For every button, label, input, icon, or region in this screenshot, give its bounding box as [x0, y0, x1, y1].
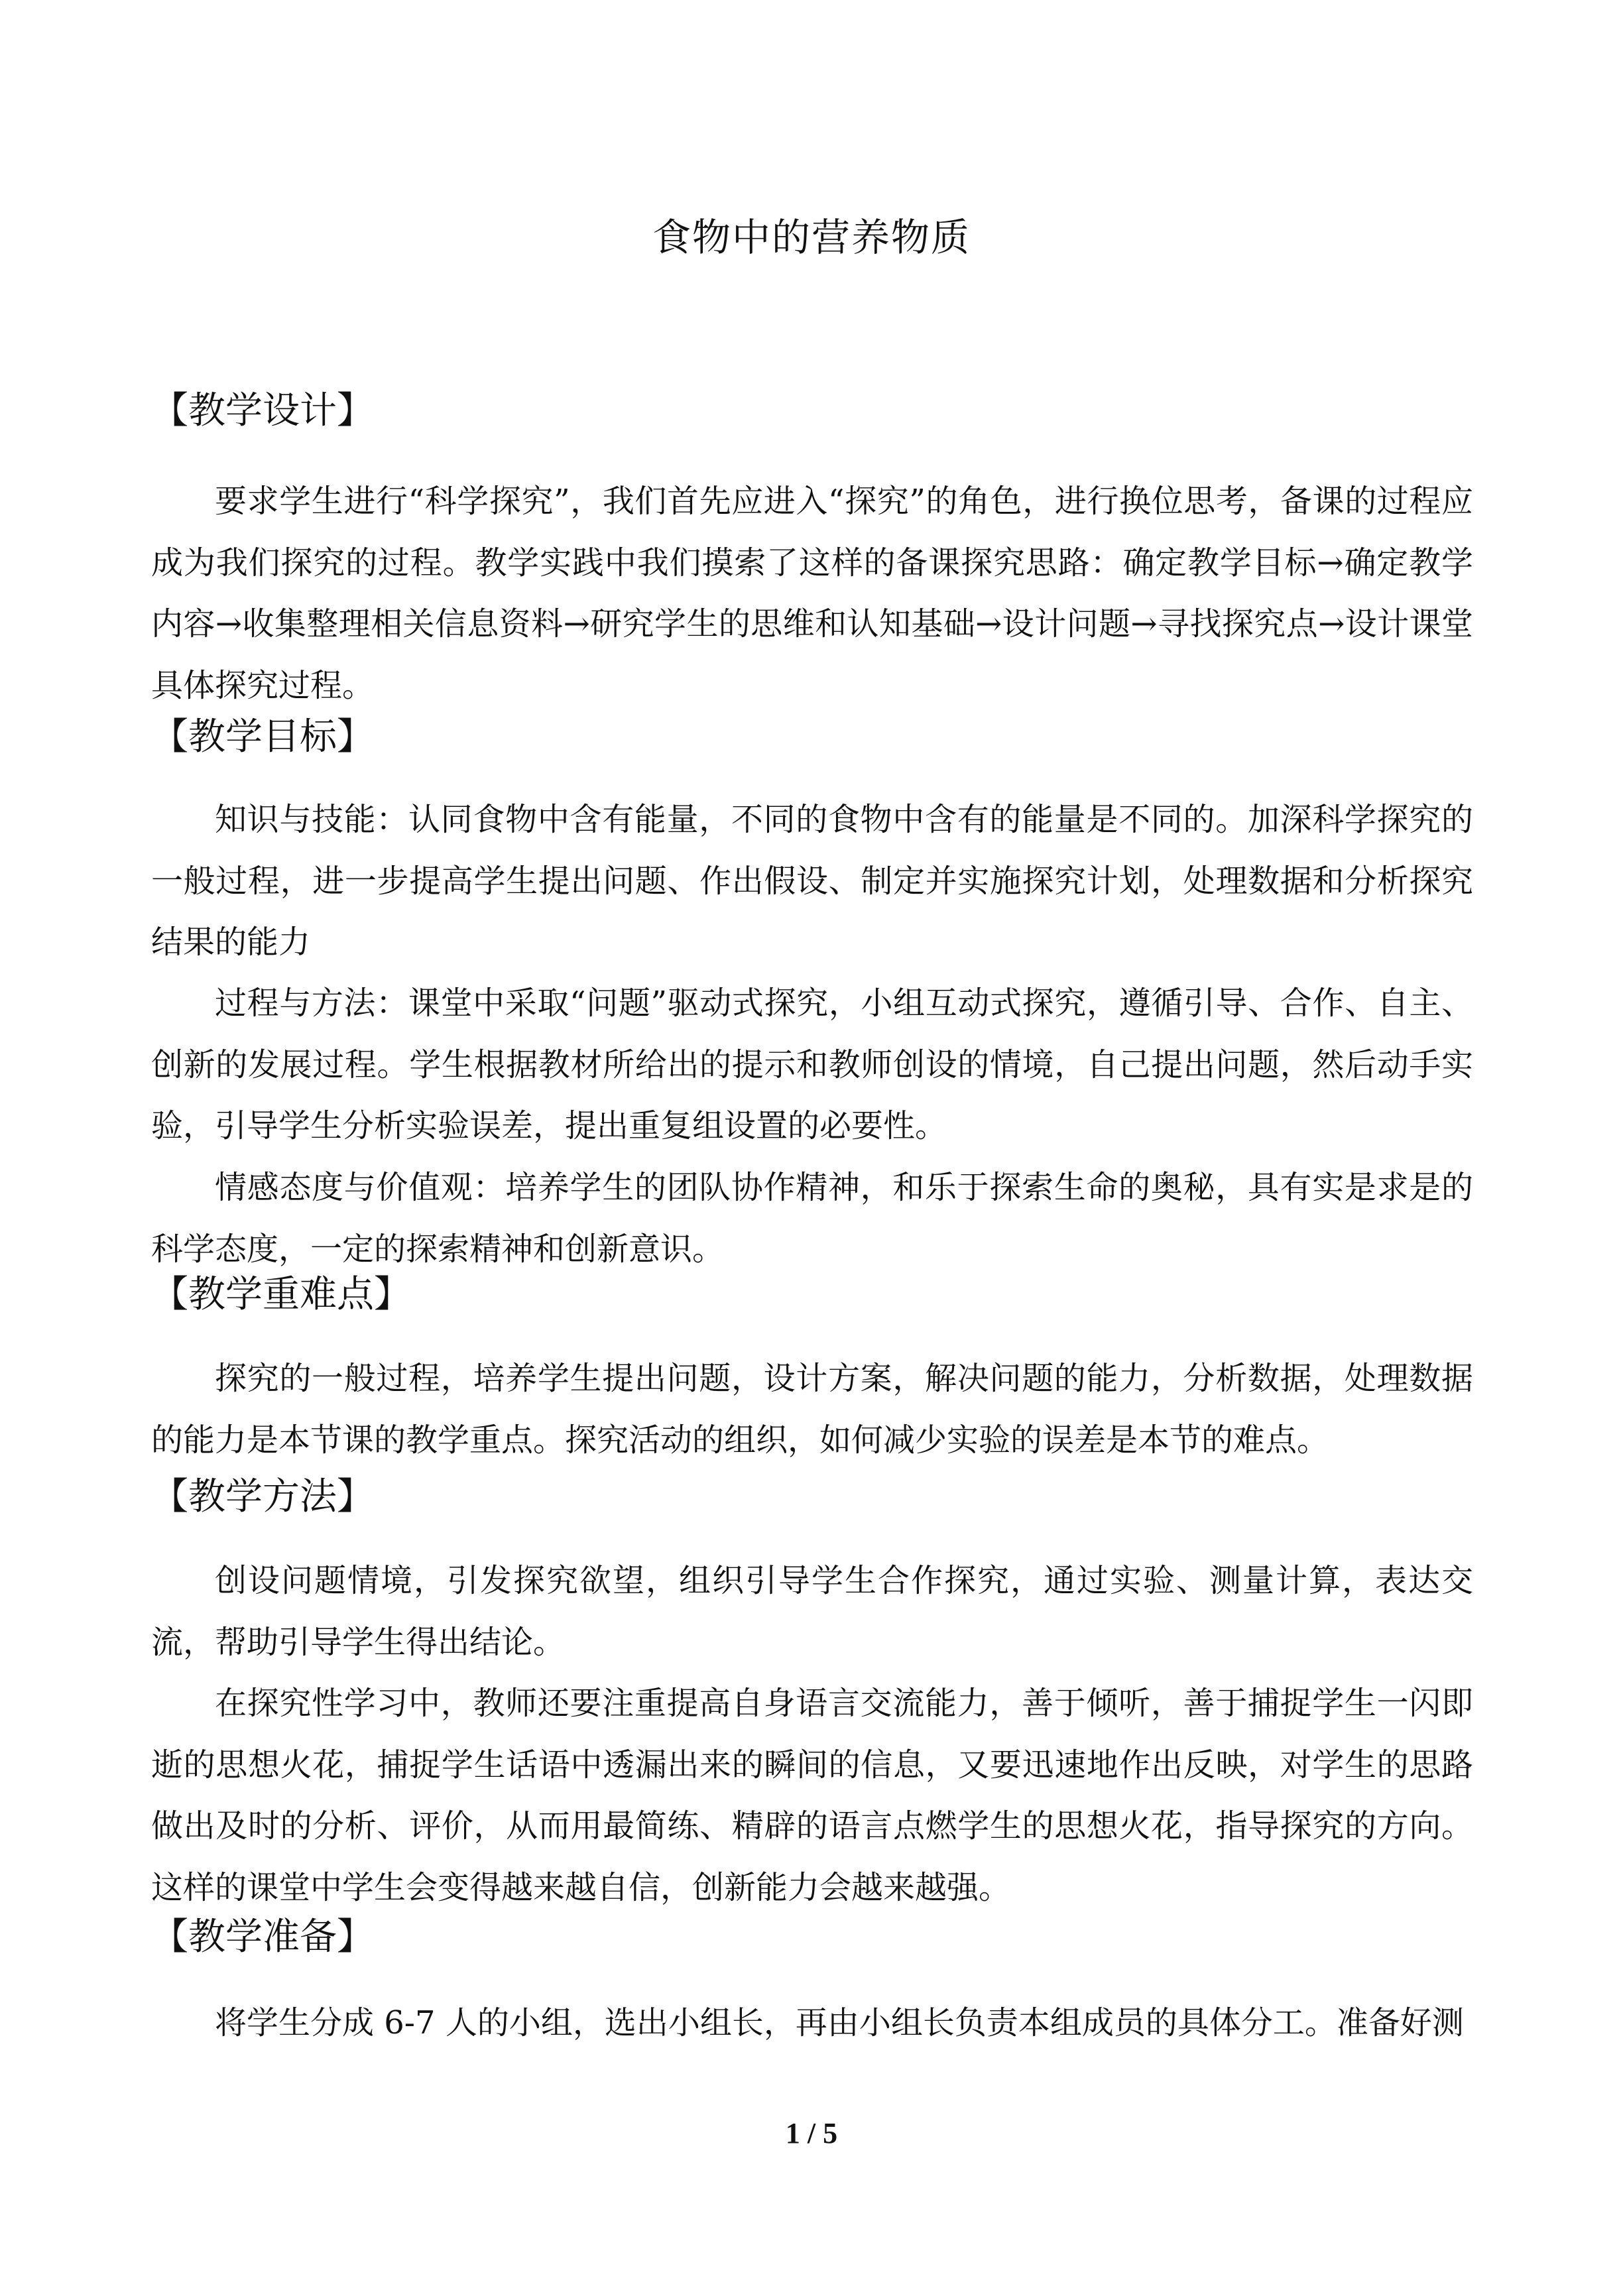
paragraph: 知识与技能：认同食物中含有能量，不同的食物中含有的能量是不同的。加深科学探究的一般过程，进一步提高学生提出问题、作出假设、制定并实施探究计划，处理数据和分析探究结果的能力	[151, 801, 1473, 961]
document-title: 食物中的营养物质	[652, 215, 971, 260]
paragraph: 将学生分成 6-7 人的小组，选出小组长，再由小组长负责本组成员的具体分工。准备好测	[215, 2004, 1464, 2041]
paragraph: 探究的一般过程，培养学生提出问题，设计方案，解决问题的能力，分析数据，处理数据的能力是本节课的教学重点。探究活动的组织，如何减少实验的误差是本节的难点。	[151, 1360, 1473, 1459]
paragraph: 要求学生进行“科学探究”，我们首先应进入“探究”的角色，进行换位思考，备课的过程应成为我们探究的过程。教学实践中我们摸索了这样的备课探究思路：确定教学目标→确定教学内容→收集整理相关信息资料→研究学生的思维和认知基础→设计问题→寻找探究点→设计课堂具体探究过程。	[151, 483, 1473, 704]
section-heading-objectives: 【教学目标】	[151, 715, 374, 758]
section-heading-key-points: 【教学重难点】	[151, 1273, 411, 1316]
paragraph: 情感态度与价值观：培养学生的团队协作精神，和乐于探索生命的奥秘，具有实是求是的科学态度，一定的探索精神和创新意识。	[151, 1169, 1473, 1268]
section-heading-methods: 【教学方法】	[151, 1475, 374, 1518]
section-heading-preparation: 【教学准备】	[151, 1915, 374, 1959]
page-number: 1 / 5	[785, 2117, 838, 2149]
paragraph: 过程与方法：课堂中采取“问题”驱动式探究，小组互动式探究，遵循引导、合作、自主、创新的发展过程。学生根据教材所给出的提示和教师创设的情境，自己提出问题，然后动手实验，引导学生分析实验误差，提出重复组设置的必要性。	[151, 985, 1473, 1144]
section-heading-design: 【教学设计】	[151, 389, 374, 432]
paragraph: 在探究性学习中，教师还要注重提高自身语言交流能力，善于倾听，善于捕捉学生一闪即逝的思想火花，捕捉学生话语中透漏出来的瞬间的信息，又要迅速地作出反映，对学生的思路做出及时的分析、评价，从而用最简练、精辟的语言点燃学生的思想火花，指导探究的方向。这样的课堂中学生会变得越来越自信，创新能力会越来越强。	[151, 1685, 1473, 1906]
paragraph: 创设问题情境，引发探究欲望，组织引导学生合作探究，通过实验、测量计算，表达交流，帮助引导学生得出结论。	[151, 1562, 1473, 1661]
